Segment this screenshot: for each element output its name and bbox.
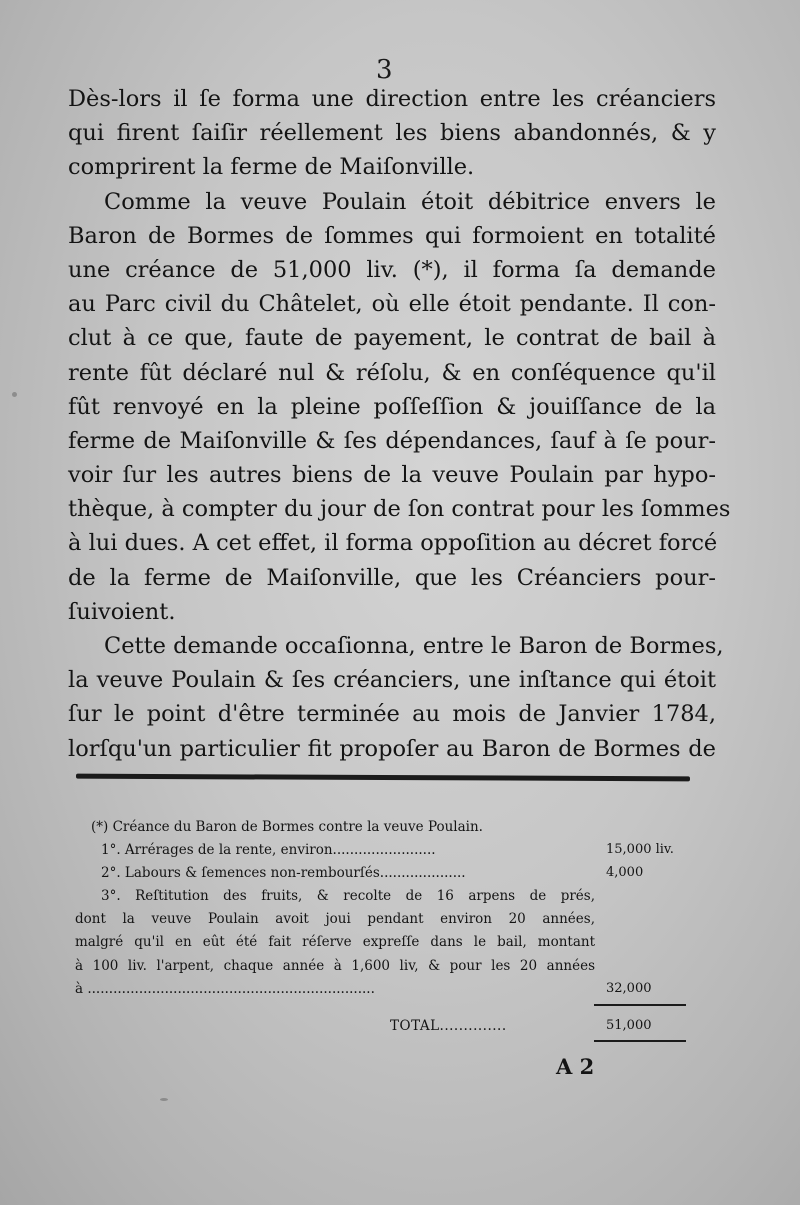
footnote-item3-line: à 100 liv. l'arpent, chaque année à 1,600 liv, & pour les 20 années [75, 957, 595, 974]
footnote-separator-rule [76, 774, 690, 782]
footnote-total-label: TOTAL.............. [390, 1018, 507, 1034]
footnote-amount: 4,000 [606, 865, 644, 880]
footnote-item: 2°. Labours & ſemences non-rembourſés.................... [101, 865, 466, 882]
footnote-item3-line: 3°. Reſtitution des fruits, & recolte de 16 arpens de prés, [101, 888, 595, 905]
text-line: Dès-lors il ſe forma une direction entre les créanciers [68, 86, 716, 112]
text-line: Baron de Bormes de ſommes qui formoient en totalité [68, 222, 716, 249]
text-line: au Parc civil du Châtelet, où elle étoit pendante. Il con- [68, 291, 716, 318]
text-line: ferme de Maiſonville & ſes dépendances, ſauf à ſe pour- [68, 427, 716, 454]
text-line: voir ſur les autres biens de la veuve Poulain par hypo- [68, 462, 716, 489]
text-line: lorſqu'un particulier fit propoſer au Baron de Bormes de [68, 735, 716, 762]
footnote-total-amount: 51,000 [606, 1018, 652, 1033]
footnote-amount: 32,000 [606, 981, 652, 996]
text-line: Cette demande occaſionna, entre le Baron de Bormes, [104, 633, 724, 659]
signature-mark: A 2 [556, 1054, 595, 1079]
text-line: de la ferme de Maiſonville, que les Créanciers pour- [68, 564, 716, 591]
text-line: comprirent la ferme de Maiſonville. [68, 154, 475, 181]
text-line: la veuve Poulain & ſes créanciers, une inſtance qui étoit [68, 667, 716, 694]
text-line: rente fût déclaré nul & réſolu, & en conſéquence qu'il [68, 359, 716, 386]
body-text [68, 82, 731, 766]
footnote-item: 1°. Arrérages de la rente, environ........................ [101, 842, 436, 859]
text-line: à lui dues. A cet effet, il forma oppoſition au décret forcé [68, 530, 718, 557]
ink-spot [160, 1098, 168, 1101]
footnote-item3-line: dont la veuve Poulain avoit joui pendant environ 20 années, [75, 911, 595, 928]
footnote-item3-line: à ................................................................... [75, 980, 375, 997]
text-line: Comme la veuve Poulain étoit débitrice envers le [104, 188, 716, 215]
footnote-amount: 15,000 liv. [606, 842, 674, 857]
text-line: thèque, à compter du jour de ſon contrat pour les ſommes [68, 496, 731, 523]
page-number: 3 [376, 55, 393, 85]
sum-rule [594, 1004, 686, 1006]
text-line: ſur le point d'être terminée au mois de Janvier 1784, [68, 701, 716, 728]
total-rule [594, 1040, 686, 1042]
text-line: une créance de 51,000 liv. (*), il forma ſa demande [68, 256, 716, 283]
ink-spot [12, 392, 17, 397]
text-line: clut à ce que, faute de payement, le contrat de bail à [68, 325, 716, 352]
footnote [75, 816, 595, 1001]
text-line: qui firent ſaiſir réellement les biens abandonnés, & y [68, 120, 716, 147]
footnote-heading: (*) Créance du Baron de Bormes contre la veuve Poulain. [91, 819, 483, 835]
text-line: ſuivoient. [68, 598, 176, 625]
footnote-item3-line: malgré qu'il en eût été fait réſerve expreſſe dans le bail, montant [75, 934, 595, 951]
text-line: fût renvoyé en la pleine poſſeſſion & jouiſſance de la [68, 393, 716, 420]
